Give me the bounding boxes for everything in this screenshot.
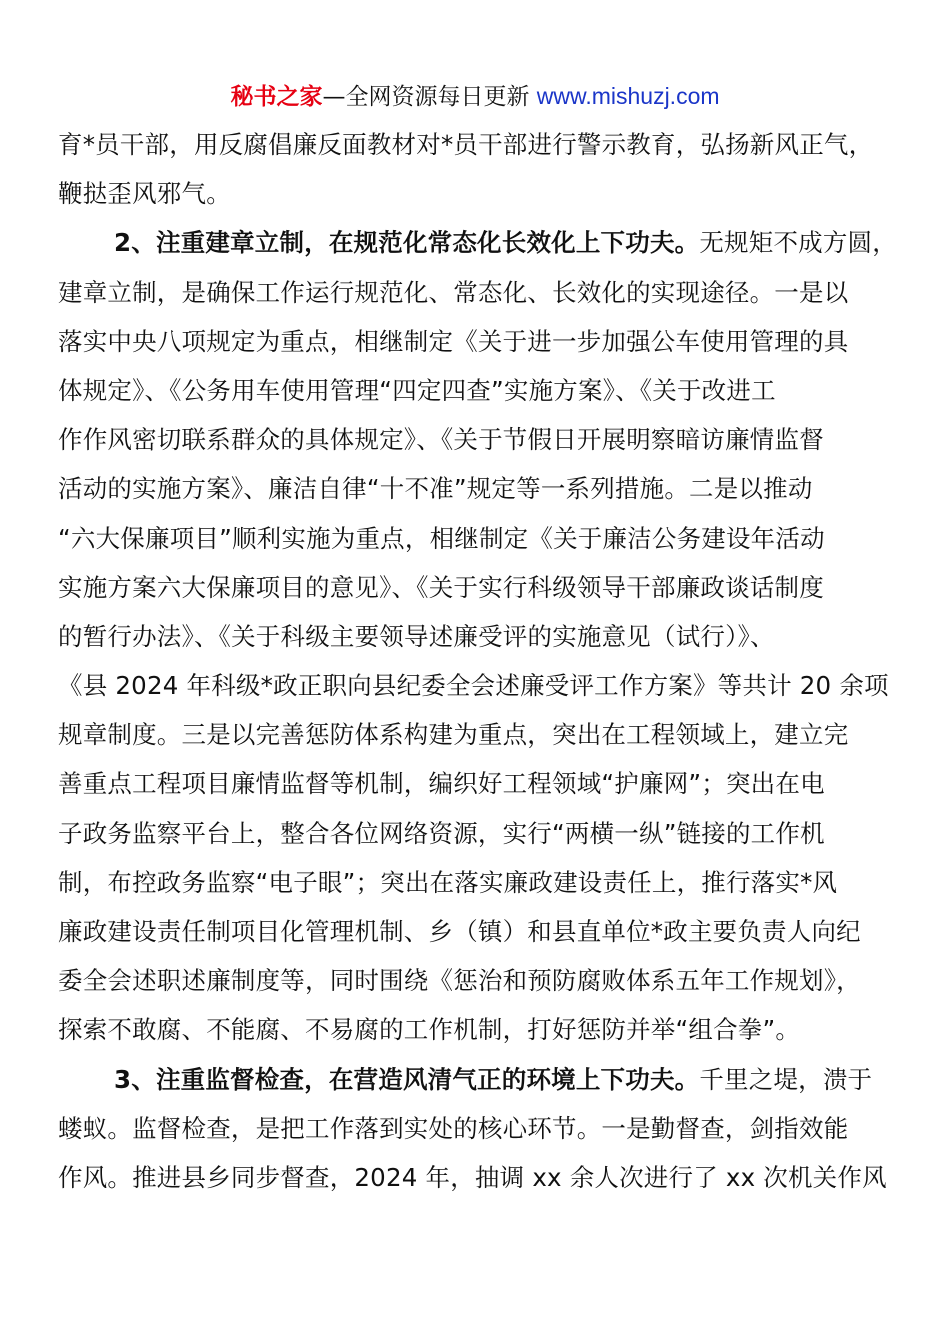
text-line	[58, 1153, 898, 1202]
text-line	[58, 366, 898, 415]
text-line	[58, 1104, 898, 1153]
section-heading: 2、注重建章立制，在规范化常态化长效化上下功夫。	[114, 228, 700, 258]
brand-name: 秘书之家	[230, 84, 323, 110]
page-header	[0, 80, 950, 113]
line-text: “六大保廉项目”顺利实施为重点，相继制定《关于廉洁公务建设年活动	[58, 523, 825, 553]
text-line	[58, 1005, 898, 1054]
text-line	[58, 809, 898, 858]
text-line	[58, 464, 898, 513]
text-line	[58, 169, 898, 218]
line-text: 无规矩不成方圆，	[699, 228, 897, 258]
text-line	[58, 563, 898, 612]
document-body	[58, 120, 898, 1202]
line-text: 实施方案六大保廉项目的意见》、《关于实行科级领导干部廉政谈话制度	[58, 572, 824, 602]
text-line	[58, 514, 898, 563]
line-text: 作风。推进县乡同步督查，2024 年，抽调 xx 余人次进行了 xx 次机关作风	[58, 1162, 887, 1192]
line-text: 千里之堤，溃于	[699, 1064, 873, 1094]
text-line	[58, 268, 898, 317]
text-line	[58, 759, 898, 808]
text-line	[58, 907, 898, 956]
text-line	[58, 858, 898, 907]
section-heading-line	[58, 1055, 898, 1104]
line-text: 落实中央八项规定为重点，相继制定《关于进一步加强公车使用管理的具	[58, 326, 849, 356]
line-text: 《县 2024 年科级*政正职向县纪委全会述廉受评工作方案》等共计 20 余项	[58, 671, 889, 701]
text-line	[58, 661, 898, 710]
line-text: 探索不敢腐、不能腐、不易腐的工作机制，打好惩防并举“组合拳”。	[58, 1015, 801, 1045]
line-text: 体规定》、《公务用车使用管理“四定四查”实施方案》、《关于改进工	[58, 375, 776, 405]
line-text: 鞭挞歪风邪气。	[58, 179, 231, 209]
line-text: 的暂行办法》、《关于科级主要领导述廉受评的实施意见（试行）》、	[58, 621, 775, 651]
section-heading-line	[58, 218, 898, 267]
text-line	[58, 612, 898, 661]
header-tagline: —全网资源每日更新	[322, 84, 537, 110]
text-line	[58, 710, 898, 759]
line-text: 活动的实施方案》、廉洁自律“十不准”规定等一系列措施。二是以推动	[58, 474, 813, 504]
text-line	[58, 415, 898, 464]
line-text: 廉政建设责任制项目化管理机制、乡（镇）和县直单位*政主要负责人向纪	[58, 917, 861, 946]
text-line	[58, 956, 898, 1005]
line-text: 制，布控政务监察“电子眼”；突出在落实廉政建设责任上，推行落实*风	[58, 867, 838, 897]
line-text: 善重点工程项目廉情监督等机制，编织好工程领域“护廉网”；突出在电	[58, 769, 825, 799]
line-text: 子政务监察平台上，整合各位网络资源，实行“两横一纵”链接的工作机	[58, 818, 825, 848]
line-text: 作作风密切联系群众的具体规定》、《关于节假日开展明察暗访廉情监督	[58, 425, 824, 455]
section-heading: 3、注重监督检查，在营造风清气正的环境上下功夫。	[114, 1064, 700, 1094]
line-text: 蝼蚁。监督检查，是把工作落到实处的核心环节。一是勤督查，剑指效能	[58, 1113, 849, 1143]
line-text: 委全会述职述廉制度等，同时围绕《惩治和预防腐败体系五年工作规划》，	[58, 966, 861, 996]
text-line	[58, 120, 898, 169]
site-url-link[interactable]: www.mishuzj.com	[536, 83, 720, 109]
line-text: 育*员干部，用反腐倡廉反面教材对*员干部进行警示教育，弘扬新风正气，	[58, 130, 874, 159]
line-text: 规章制度。三是以完善惩防体系构建为重点，突出在工程领域上，建立完	[58, 720, 849, 750]
line-text: 建章立制，是确保工作运行规范化、常态化、长效化的实现途径。一是以	[58, 277, 849, 307]
text-line	[58, 317, 898, 366]
